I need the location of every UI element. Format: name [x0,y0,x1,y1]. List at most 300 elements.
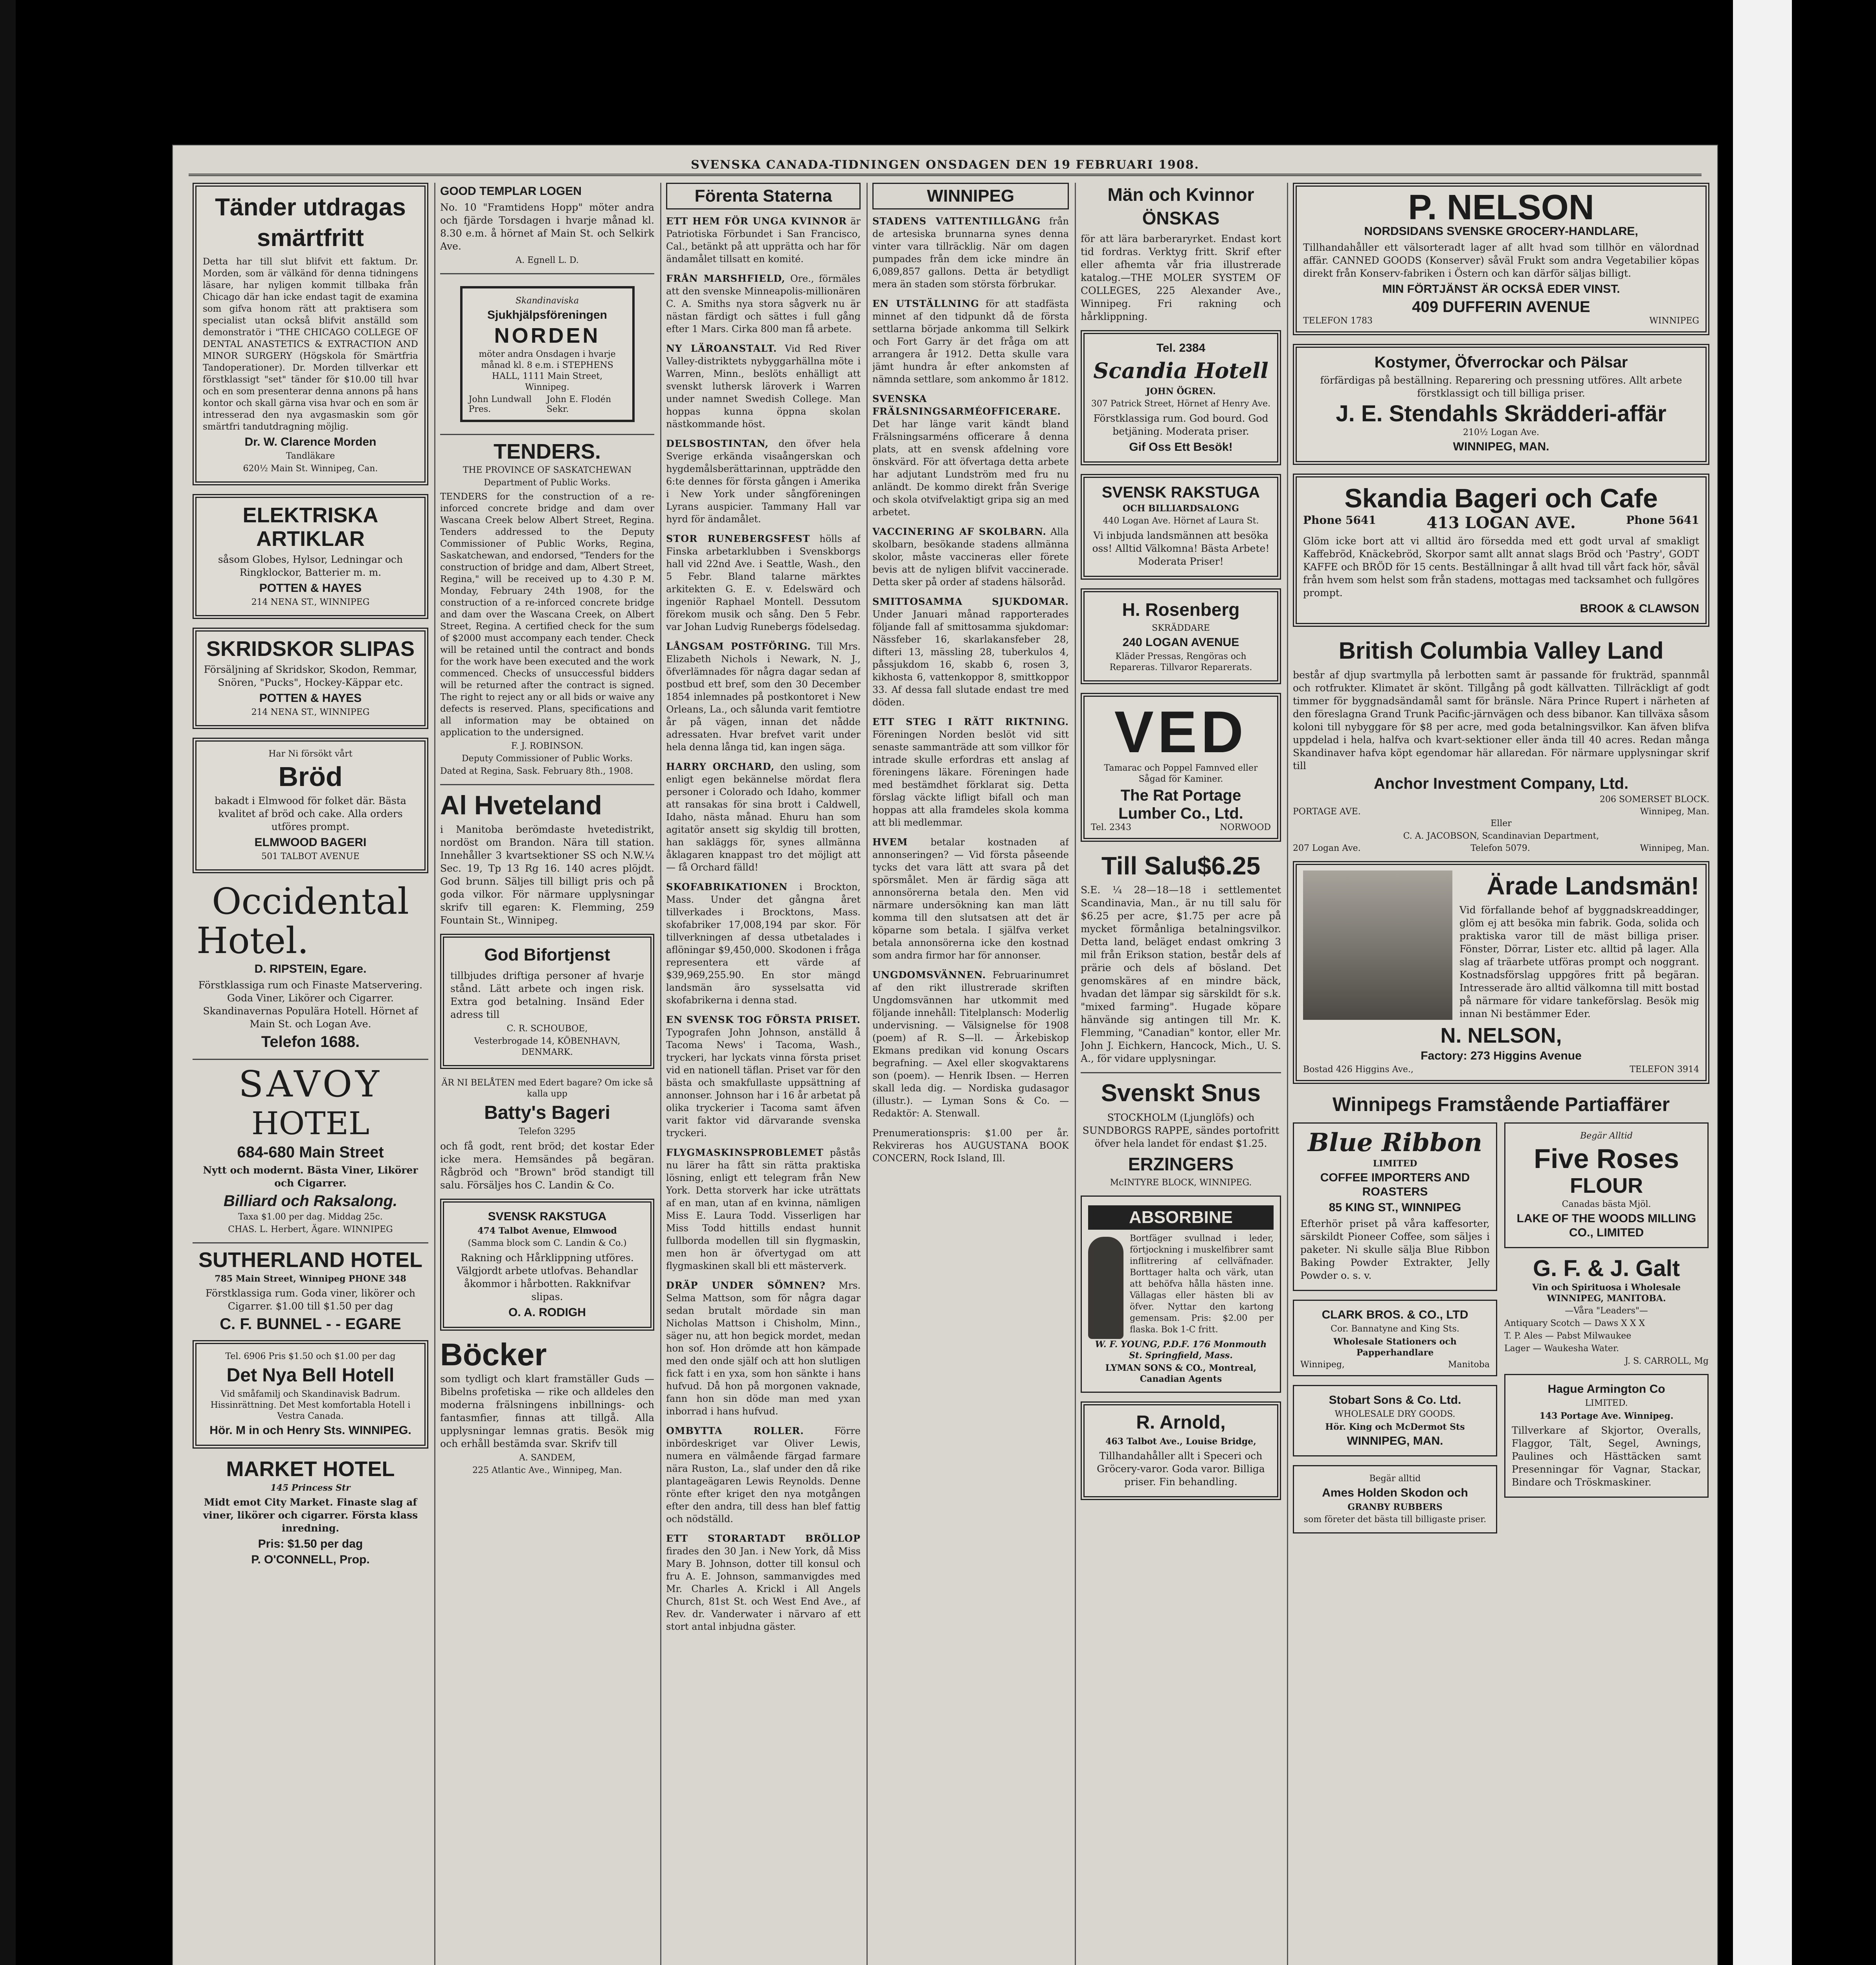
ad-text: bakadt i Elmwood för folket där. Bästa kvalitet af bröd och cake. Alla orders utföres prompt. [215,795,406,832]
notice-title: TENDERS. [493,440,601,463]
article [666,215,861,265]
ad-title: Kostymer, Öfverrockar och Pälsar [1374,354,1628,371]
scan-edge-left [0,0,16,1965]
ad-firm: N. NELSON, [1440,1024,1562,1047]
notice-sign: A. Egnell L. D. [516,255,579,265]
article-lead: ETT STORARTADT BRÖLLOP [666,1533,861,1544]
ad-firm: J. E. Stendahls Skrädderi-affär [1336,401,1667,426]
ad-title: SKRIDSKOR SLIPAS [206,637,415,661]
ad-text: Midt emot City Market. Finaste slag af viner, likörer och cigarrer. Första klass inredning. [203,1497,418,1534]
ad-phone: Tel. 6906 Pris $1.50 och $1.00 per dag [225,1352,396,1361]
ad-title: Ärade Landsmän! [1487,872,1699,900]
ad-absorbine [1081,1196,1281,1393]
ad-subtitle: WHOLESALE DRY GOODS. [1334,1409,1456,1419]
ad-title-2: HOTEL [251,1105,370,1142]
article-text: Förre inbördeskriget var Oliver Lewis, numera en välmående färgad farmare nära Ruston, La., slaf under den då rike plantageägaren Lewis Reynolds. Denne rönte efter kriget den nya motgången efter den andra, till dess han blef fattig och nödställd. [666,1425,861,1524]
ad-text: för att lära barberaryrket. Endast kort tid fordras. Verktyg fritt. Skrif efter eller afhemta vår fria illustrerade katalog.—THE MOLER SYSTEM OF COLLEGES, 225 Alexander Ave., Winnipeg. Fri rakning och hårklippning. [1081,233,1281,322]
ad-title: NORDEN [494,324,600,347]
ad-address: Vesterbrogade 14, KÖBENHAVN, DENMARK. [474,1036,620,1057]
ad-text: Tamarac och Poppel Famnved eller Sågad för Kaminer. [1104,763,1258,784]
ad-tag: Billiard och Raksalong. [223,1192,398,1210]
ad-subtitle: Cor. Bannatyne and King Sts. [1331,1324,1459,1334]
ad-text: Rakning och Hårklippning utföres. Välgjordt arbete utlofvas. Behandlar åkommor i hårbotten. Rakknifvar slipas. [456,1252,638,1302]
article-list [872,215,1069,1164]
ad-title: Män och Kvinnor ÖNSKAS [1107,184,1254,228]
ad-stendahl [1293,344,1709,465]
article [666,640,861,753]
ad-city: WINNIPEG, MAN. [1347,1434,1443,1447]
article-lead: NY LÄROANSTALT. [666,343,777,354]
ad-address: 240 LOGAN AVENUE [1122,636,1239,649]
ad-text: möter andra Onsdagen i hvarje månad kl. 8 e.m. i STEPHENS HALL, 1111 Main Street, Winnipeg. [479,349,616,392]
ad-address: Bostad 426 Higgins Ave., [1303,1065,1414,1074]
ad-occidental [193,882,428,1051]
notice-text: TENDERS for the construction of a re-inforced concrete bridge and dam over Wascana Creek below Albert Street, Regina. Tenders addressed to the Deputy Commissioner of Public Works, Regina, Saskatchewan, and endorsed, "Tenders for the construction of bridge and dam, Albert Street, Regina," will be received up to 4.30 P. M. Monday, February 24th 1908, for the construction of a re-inforced concrete bridge and dam over the Wascana Creek, on Albert Street, Regina. A certified check for the sum of $2000 must accompany each tender. Check will be retained until the contract and bonds for the work have been executed and the work commenced. Checks of unsuccessful bidders will be returned after the contract is signed. The right to reject any or all bids or waive any defects is reserved. Plans, specifications and all information may be obtained on application to the undersigned. [440,492,654,738]
ad-city: WINNIPEG [1649,316,1699,326]
ad-title: P. NELSON [1408,188,1594,227]
ad-owner: CHAS. L. Herbert, Ägare. WINNIPEG [228,1225,393,1234]
ad-text: som företer det bästa till billigaste priser. [1303,1515,1487,1524]
ad-factory: Factory: 273 Higgins Avenue [1421,1049,1582,1062]
ad-lead: —Våra "Leaders"— [1565,1306,1648,1316]
article-lead: DELSBOSTINTAN, [666,438,769,449]
column-3 [666,183,861,1965]
ad-address: Hör. M in och Henry Sts. WINNIPEG. [209,1424,411,1437]
divider [440,784,654,785]
ad-till-salu [1081,850,1281,1065]
ad-text: Försäljning af Skridskor, Skodon, Remmar, Snören, "Pucks", Hockey-Käppar etc. [204,664,417,688]
ad-phone: TELEFON 1783 [1303,316,1373,326]
ad-title: MARKET HOTEL [226,1457,395,1481]
ad-text: Bortfäger svullnad i leder, förtjockning i muskelfibrer samt inflitrering af cellväfnader. Borttager halta och värk, utan att behöfva hålla hästen inne. Vällagas eller hästen bli av öfver. Nyttar den kartong gemensam. Pris: $2.00 per flaska. Bok 1-C fritt. [1130,1234,1274,1335]
ad-title: Till Salu$6.25 [1101,852,1261,880]
ad-owner: P. O'CONNELL, Prop. [251,1553,370,1566]
wholesale-col-left [1293,1122,1497,1542]
ad-province: Manitoba [1448,1360,1490,1370]
ad-title: Scandia Hotell [1093,358,1268,383]
article-text: Februarinumret af den rikt illustrerade skriften Ungdomsvännen har utkommit med följande innehåll: Titelplansch: Moderlig undervisning. — Välsignelse för 1908 (poem) af R. S—ll. — Ärkebiskop Ekmans predikan vid konung Oscars begrafning. — Axel eller skogvaktarens son (poem). — Henrik Ibsen. — Herren skall leda dig. — Nordiska gudasagor (illustr.). — Lyman Sons & Co. — Redaktör: A. Stenwall. [872,970,1069,1119]
ad-title: Stobart Sons & Co. Ltd. [1329,1394,1461,1407]
article-text: för att stadfästa minnet af den tidpunkt då de första settlarna började ankomma till Selkirk och Fort Garry är det fråga om att arrangera år 1912. Detta skulle vara jämt hundra år efter ankomsten af nämnda settlare, som ankommo år 1812. [872,298,1069,385]
ad-title: Ames Holden Skodon och [1322,1486,1468,1499]
article-text: den öfver hela Sverige erkända visaångerskan och hygdemålsberättarinnan, uppträdde den 6:te dennes för första gången i Amerika i New York under sångföreningen Lyrans auspicier. Tammany Hall var hyrd för ändamålet. [666,438,861,525]
ad-blue-ribbon [1293,1122,1497,1291]
ad-text: består af djup svartmylla på lerbotten samt är passande för frukträd, spannmål och rotfrukter. Klimatet är skönt. Tillgång på godt källvatten. Tillräckligt af godt timmer för byggnadsändamål samt för bränsle. Nära Prince Rupert i närheten af den föreslagna Grand Trunk Pacific-järnvägen och dess bibanor. Kan tillväxa såsom koloni till nybyggare för $8 per acre, med goda betalningsvilkor. Kan äfven blifva uppdelad i hela, halfva och kvart-sektioner eller ända till 40 acres. Redan många Skandinaver hafva köpt egendomar här allaredan. För närmare upplysningar skrif till [1293,669,1709,771]
ad-rakstuga-logan [1081,474,1281,580]
article-lead: SKOFABRIKATIONEN [666,881,788,893]
ad-elektriska [193,494,428,619]
article-text: Mrs. Selma Mattson, som för några dagar sedan brutalt mördade sin man Nicholas Mattson i Chisholm, Minn., säger nu, att hon begick mordet, medan hon sof. Hon drömde att hon kämpade med den onde själf och att hon slutligen fick fatt i en yxa, som hon sänkte i hans hufvud. Då hon på morgonen vaknade, fann hon sin döde man med yxan inborrad i hans hufvud. [666,1280,861,1417]
column-5 [1081,183,1281,1965]
notice-sign: F. J. ROBINSON. [511,741,584,751]
ad-title: SUTHERLAND HOTEL [198,1248,422,1272]
ad-item: Lager — Waukesha Water. [1504,1344,1619,1353]
article [872,716,1069,829]
ad-text: Vid förfallande behof af byggnadskreaddinger, glöm ej att besöka min fabrik. Goda, solida och praktiska varor till de mäst billiga priser. Fönster, Dörrar, Lister etc. alltid på lager. Alla slag af träarbete utföras prompt och noggrant. Kostnadsförslag uppgöres fritt på begäran. Intresserade äro alltid välkomna till mitt bostad på närmare för vidare tankeförslag. Besök mig innan Ni bestämmer Eder. [1459,904,1699,1019]
ad-address: Hör. King och McDermot Sts [1325,1422,1465,1432]
ad-savoy [193,1065,428,1235]
ad-tander [193,183,428,485]
divider [440,434,654,435]
article-text: påstås nu lärer ha fått sin rätta praktiska lösning, enligt ett telegram från New York. Detta storverk har icke uträttats af en man, utan af en kvinna, nämligen Miss E. Laura Todd. Visserligen har Miss Todd hittills endast hunnit fullborda modellen till sin flygmaskin, men hon är öfvertygad om att flygmaskinen skall bli ett mästerverk. [666,1147,861,1271]
ad-address: 620½ Main St. Winnipeg, Can. [243,464,378,474]
ad-text: som tydligt och klart framställer Guds — Bibelns profetiska — rike och alldeles den moderna frälsningens inbillnings- och fantasmfier, finnas att tillgå. Alla upplysningar lemnas gratis. Besök mig och erhåll bestämda svar. Skrifv till [440,1373,654,1449]
article-text: i Brockton, Mass. Under det gångna året tillverkades i Brocktons, Mass. skofabriker 17,008,194 par skor. För tillverkningen af dessa utbetalades i aflöningar $9,450,000. Skodonen i fråga representera ett värde af $39,969,255.90. En stor mängd landsmän äro sysselsatta vid skofabrikerna i denna stad. [666,881,861,1006]
article [666,1279,861,1418]
ad-address: 463 Talbot Ave., Louise Bridge, [1105,1436,1256,1447]
ad-firm: LAKE OF THE WOODS MILLING CO., LIMITED [1516,1212,1696,1239]
notice-dept: Department of Public Works. [484,478,611,488]
ad-line [1293,843,1709,853]
ad-tag: Gif Oss Ett Besök! [1129,441,1233,454]
article-text: den usling, som enligt egen bekännelse mördat flera personer i Colorado och Idaho, kommer att ransakas för sina brott i Caldwell, Idaho, nästa månad. Ehuru han som agitatör ansett sig skyldig till brotten, han sakläggs för, synes allmänna åklagaren knappast tro det möjligt att — få Orchard fälld! [666,761,861,873]
ad-rakstuga-elmwood [440,1199,654,1331]
ad-question: ÄR NI BELÅTEN med Edert bagare? Om icke så kalla upp [441,1078,653,1099]
ad-item: T. P. Ales — Pabst Milwaukee [1504,1331,1632,1341]
ad-address: 474 Talbot Avenue, Elmwood [477,1226,617,1236]
ad-firm: Anchor Investment Company, Ltd. [1373,775,1629,792]
ad-owner: O. A. RODIGH [508,1306,586,1319]
ad-title: Blue Ribbon [1307,1128,1483,1157]
ad-title: ABSORBINE [1088,1205,1274,1230]
ad-owner: JOHN ÖGREN. [1146,386,1216,397]
ad-agent: LYMAN SONS & CO., Montreal, Canadian Agents [1105,1363,1257,1384]
ad-skridskor [193,628,428,729]
ad-firm: BROOK & CLAWSON [1580,602,1699,615]
ad-title: Hague Armington Co [1547,1383,1665,1396]
ad-sub: Tandläkare [286,451,335,461]
ad-footer [1303,1065,1699,1074]
ad-text: i Manitoba berömdaste hvetedistrikt, nordöst om Brandon. Nära till station. Innehåller 3 kvartsektioner SS och N.W.¼ Sec. 19, Tp 13 Rg 16. 140 acres plöjdt. God brunn. Säljes till billigt pris och på goda vilkor. För närmare upplysningar skrifv till egaren: K. Flemming, 259 Fountain St., Winnipeg. [440,824,654,926]
ad-text: Förstklassiga rum. God bourd. God betjäning. Moderata priser. [1093,413,1268,437]
ad-top: Begär Alltid [1580,1131,1633,1141]
ad-title: ELEKTRISKA ARTIKLAR [242,503,378,551]
article-lead: EN UTSTÄLLNING [872,298,979,309]
ad-phone: TELEFON 3914 [1630,1065,1699,1074]
ad-phone: Telefon 3295 [519,1127,576,1137]
article-lead: ETT HEM FÖR UNGA KVINNOR [666,215,847,227]
notice-sign-title: Deputy Commissioner of Public Works. [462,754,633,764]
ad-p-nelson [1293,183,1709,335]
ad-secretary: John E. Flodén Sekr. [546,395,611,414]
ad-address: 143 Portage Ave. Winnipeg. [1539,1411,1674,1421]
article [666,1425,861,1525]
ad-title: SVENSK RAKSTUGA [1101,484,1260,501]
article [666,533,861,633]
article-lead: UNGDOMSVÄNNEN. [872,969,986,981]
column-rule [434,183,435,1965]
article [666,272,861,335]
ad-phone-2: Phone 5641 [1626,514,1699,527]
ad-galt [1504,1257,1709,1367]
article [666,1532,861,1633]
scan-margin-strip [1733,0,1792,1965]
article-text: Föreningen Norden beslöt vid sitt senaste sammanträde att som villkor för intrade skulle erfordras ett anslag af föreningens läkare. Föreningen hade med bestämdhet förklarat sig. Detta förslag väckte lifligt bifall och man hoppas att alla framdeles skola komma att bli medlemmar. [872,729,1069,828]
ad-market-hotel [193,1457,428,1567]
ad-firm: ERZINGERS [1128,1154,1234,1174]
article-lead: FRÅN MARSHFIELD, [666,273,786,284]
ad-address: 225 Atlantic Ave., Winnipeg, Man. [472,1465,622,1475]
ad-city: Winnipeg, Man. [1640,807,1709,817]
ad-address: 413 LOGAN AVE. [1426,514,1576,532]
ad-text: såsom Globes, Hylsor, Ledningar och Ringklockor, Batterier m. m. [218,554,403,578]
ad-limited: LIMITED [1373,1159,1417,1169]
ad-firm: ELMWOOD BAGERI [254,836,367,849]
article [872,298,1069,386]
ad-address: 440 Logan Ave. Hörnet af Laura St. [1103,516,1259,526]
article-text: betalar kostnaden af annonseringen? — Vid första påseende tycks det vara lätt att svara på det spörsmålet. Men är färdig säga att annonsörerna betala den. Men vid närmare undersökning kan man lätt komma till den slutsatsen att det är köparne som betala. I själfva verket betala annonsörerna icke den kostnad som andra firmor har för annonser. [872,837,1069,961]
article-text: Det har länge varit kändt bland Frälsningsarméns officerare å denna plats, att en svensk afdelning vore önskvärd. För att öfvertaga detta arbete har adjutant Lundström med fru nu anländt. De kommo direkt från Sverige och skola otvifvelaktigt gripa sig an med arbetet. [872,419,1069,518]
ad-title: Det Nya Bell Hotell [226,1365,395,1386]
ad-city: WINNIPEG, MAN. [1453,440,1549,453]
ad-title: Al Hveteland [440,790,602,820]
ad-footer [1303,316,1699,326]
article-lead: DRÄP UNDER SÖMNEN? [666,1280,826,1291]
ad-footer [1300,1360,1490,1370]
article [666,760,861,874]
ad-batty [440,1078,654,1192]
article-lead: STOR RUNEBERGSFEST [666,533,810,544]
ad-stobart [1293,1385,1497,1456]
ad-firm: The Rat Portage Lumber Co., Ltd. [1118,787,1243,822]
column-rule [1287,183,1288,1965]
ad-bifortjenst [440,934,654,1069]
ad-text: tillbjudes driftiga personer af hvarje stånd. Lätt arbete och ingen risk. Extra god betalning. Insänd Eder adress till [450,970,644,1020]
article [872,595,1069,709]
ad-phone: Tel. 2384 [1156,342,1206,354]
article [872,836,1069,962]
ad-title: British Columbia Valley Land [1338,637,1664,664]
ad-maker: W. F. YOUNG, P.D.F. 176 Monmouth St. Springfield, Mass. [1095,1339,1267,1361]
ad-firm: POTTEN & HAYES [259,582,362,595]
ad-n-nelson [1293,861,1709,1084]
ad-sign: J. S. CARROLL, Mg [1625,1356,1709,1366]
ad-svenskt-snus [1081,1078,1281,1188]
ad-president: John Lundwall Pres. [468,395,532,414]
notice-text: No. 10 "Framtidens Hopp" möter andra och fjärde Torsdagen i hvarje månad kl. 8.30 e.m. å hörnet af Main St. och Selkirk Ave. [440,202,654,252]
ad-ames-holden [1293,1465,1497,1533]
ad-man-och-kvinnor [1081,183,1281,323]
ad-subtitle: OCH BILLIARDSALONG [1122,503,1239,514]
article-text: Alla skolbarn, besökande stadens allmänna skolor, måste vaccineras eller förete bevis att de nyligen blifvit vaccinerade. Detta sker på order af stadens hälsoråd. [872,526,1069,588]
masthead: SVENSKA CANADA-TIDNINGEN ONSDAGEN DEN 19 FEBRUARI 1908. [189,156,1702,176]
article-text: Prenumerationspris: $1.00 per år. Rekvireras hos AUGUSTANA BOOK CONCERN, Rock Island, Ill. [872,1128,1069,1164]
ad-address: 145 Princess Str [270,1483,351,1493]
article [872,393,1069,518]
ad-text: Detta har till slut blifvit ett faktum. Dr. Morden, som är välkänd för denna tidningens läsare, har nyligen kommit tillbaka från Chicago där han icke endast tagit de examina som gifva honom rätt att praktisera som specialist utan också blifvit anställd som demonstratör i "THE CHICAGO COLLEGE OF DENTAL ANASTETICS & EXTRACTION AND MINOR SURGERY (Högskola för Smärtfria Tandoperationer). Dr. Morden tillverkar ett förstklassigt "set" tänder för $10.00 till hvar och en som presenterar denna annons på hans kontor och skall gärna visa hvar och en som är intresserad den nya avgasmaskin som gör smärtfri tandutdragning möjlig. [203,257,418,432]
ad-price: Pris: $1.50 per dag [258,1537,363,1550]
ad-title: CLARK BROS. & CO., LTD [1322,1308,1468,1321]
article [872,525,1069,588]
ad-rosenberg [1081,588,1281,684]
section-heading: Förenta Staterna [666,183,861,209]
article-text: firades den 30 Jan. i New York, då Miss Mary B. Johnson, dotter till konsul och fru A. E. Johnson, sammanvigdes med Mr. Charles A. Krickl i All Angels Church, 81st St. och West End Ave., af Rev. dr. Vanderwater i närvaro af ett stort antal inbjudna gäster. [666,1546,861,1632]
ad-hveteland [440,790,654,927]
ad-bell-hotell [193,1340,428,1449]
ad-address: 409 DUFFERIN AVENUE [1412,298,1590,316]
ad-arnold [1081,1401,1281,1500]
column-rule [660,183,661,1965]
article-text: Ore., förmäles att den svenske Minneapolis-millionären C. A. Smiths nya stora sågverk nu är nästan färdigt och sättes i full gång efter 1 Mars. Cirka 800 man få arbete. [666,273,861,334]
column-2 [440,183,654,1965]
ad-address: 785 Main Street, Winnipeg PHONE 348 [215,1274,406,1284]
ad-address: 214 NENA ST., WINNIPEG [251,707,370,717]
article-list [666,215,861,1633]
ad-address: 684-680 Main Street [237,1144,384,1161]
article-lead: EN SVENSK TOG FÖRSTA PRISET. [666,1014,861,1025]
ad-brod [193,738,428,873]
ad-name: Sjukhjälpsföreningen [487,309,608,321]
ad-title: VED [1114,699,1248,765]
ad-location: NORWOOD [1220,823,1271,832]
divider [1081,1072,1281,1073]
divider [440,273,654,274]
ad-title: Svenskt Snus [1101,1080,1261,1107]
article-text: Vid Red River Valley-distriktets nybyggarhällna möte i Warren, Minn., beslöts enhälligt att svenskt luthersk läroverk i Warren under namnet Swedish College. Man hoppas kunna öppna skolan nästkommande höst. [666,343,861,430]
column-4 [872,183,1069,1965]
article-lead: OMBYTTA ROLLER. [666,1425,804,1436]
ad-subtitle: SKRÄDDARE [1152,623,1210,633]
ad-address: McINTYRE BLOCK, WINNIPEG. [1110,1178,1252,1188]
ad-contact: C. A. JACOBSON, Scandinavian Department, [1403,831,1599,841]
ad-owner: C. F. BUNNEL - - EGARE [220,1315,401,1333]
column-rule [1075,183,1076,1965]
wholesale-grid [1293,1122,1709,1542]
ad-title: Tänder utdragas smärtfritt [215,194,406,252]
ad-firm: POTTEN & HAYES [259,692,362,705]
bottle-icon [1088,1237,1123,1339]
ad-text: förfärdigas på beställning. Reparering och pressning utföres. Allt arbete förstklassigt och till billiga priser. [1320,375,1682,399]
ad-title: R. Arnold, [1136,1412,1226,1433]
ad-subtitle: Vin och Spirituosa i Wholesale WINNIPEG, MANITOBA. [1532,1282,1681,1304]
ad-footer [1091,823,1271,832]
ad-title: Batty's Bageri [484,1102,610,1123]
ad-title-2: Hotel. [196,920,309,962]
article [872,1127,1069,1164]
article-lead: HVEM [872,836,908,848]
ad-ved [1081,693,1281,842]
ad-subtitle: NORDSIDANS SVENSKE GROCERY-HANDLARE, [1364,225,1638,238]
article-lead: FLYGMASKINSPROBLEMET [666,1147,824,1158]
ad-subtitle: LIMITED. [1585,1398,1628,1408]
ad-clark-bros [1293,1300,1497,1376]
article-text: är Patriotiska Förbundet i San Francisco, Cal., betänkt på att upprätta och har för ändamålet tillsatt en komité. [666,216,861,264]
ad-address: 210½ Logan Ave. [1463,428,1539,437]
ad-text: Efterhör priset på våra kaffesorter, särskildt Pioneer Coffee, som säljes i paketer. Ni skulle sälja Blue Ribbon Baking Powder Extrakter, Jelly Powder o. s. v. [1300,1218,1490,1281]
ad-text: Vid småfamilj och Skandinavisk Badrum. Hissinrättning. Det Mest komfortabla Hotell i Vestra Canada. [210,1389,411,1421]
ad-address: 206 SOMERSET BLOCK. [1599,795,1709,804]
section-heading: WINNIPEG [872,183,1069,209]
article [666,342,861,430]
ad-street: 207 Logan Ave. [1293,843,1361,853]
ad-text: Canadas bästa Mjöl. [1562,1199,1651,1209]
article [666,1146,861,1272]
ad-item: Antiquary Scotch — Daws X X X [1504,1319,1645,1328]
ad-text: Kläder Pressas, Rengöras och Repareras. Tillvaror Reparerats. [1109,652,1252,672]
article-lead: ETT STEG I RÄTT RIKTNING. [872,716,1069,727]
ad-text: och få godt, rent bröd; det kostar Eder icke mera. Hemsändes på begäran. Rågbröd och "Brown" bröd standigt till salu. Försäljes hos C. Landin & Co. [440,1140,654,1191]
ad-owner: D. RIPSTEIN, Egare. [254,962,367,975]
ad-address: 501 TALBOT AVENUE [261,852,360,861]
ad-subtitle: COFFEE IMPORTERS AND ROASTERS [1320,1171,1470,1198]
notice-tenders [440,440,654,777]
article [666,1014,861,1139]
ad-address: 214 NENA ST., WINNIPEG [251,597,370,607]
divider [193,1242,428,1243]
ad-text: Tillhandahåller allt i Speceri och Gröcery-varor. Goda varor. Billiga priser. Fin behandling. [1097,1450,1265,1488]
ad-title: G. F. & J. Galt [1533,1256,1680,1281]
ad-scandia-hotell [1081,330,1281,465]
ad-price: Taxa $1.00 per dag. Middag 25c. [238,1212,383,1222]
article-lead: STADENS VATTENTILLGÅNG [872,215,1041,227]
ad-address: 85 KING ST., WINNIPEG [1329,1201,1461,1214]
column-1 [193,183,428,1965]
ad-phone: Telefon 5079. [1470,843,1530,853]
article-lead: LÅNGSAM POSTFÖRING. [666,641,811,652]
ad-sign: Dr. W. Clarence Morden [244,435,376,448]
ad-phone: Phone 5641 [1303,514,1376,527]
article [666,437,861,525]
ad-text: Nytt och modernt. Bästa Viner, Likörer och Cigarrer. [203,1164,418,1189]
ad-city: Winnipeg, [1300,1360,1345,1370]
column-6 [1293,183,1709,1965]
ad-subtitle: FLOUR [1570,1174,1643,1197]
notice-title: GOOD TEMPLAR LOGEN [440,185,582,198]
ad-or: Eller [1491,819,1512,828]
ad-line [1293,807,1709,817]
ad-name: A. SANDEM, [519,1453,576,1463]
ad-text: STOCKHOLM (Ljunglöfs) och SUNDBORGS RAPPE, sändes portofritt öfver hela landet för endast $1.25. [1082,1112,1279,1149]
ad-phone: Tel. 2343 [1091,823,1131,832]
ad-subtitle: (Samma block som C. Landin & Co.) [468,1238,627,1248]
ad-address: 307 Patrick Street, Hörnet af Henry Ave. [1091,399,1271,409]
ad-title: H. Rosenberg [1122,599,1240,620]
article-lead: VACCINERING AF SKOLBARN. [872,526,1046,537]
ad-sutherland [193,1248,428,1333]
house-picture [1303,870,1452,1020]
notice-good-templar [440,184,654,266]
article [872,969,1069,1120]
ad-skandia-bageri [1293,474,1709,627]
article [872,215,1069,290]
ad-title: Böcker [440,1337,547,1372]
ad-top: Begär alltid [1369,1474,1421,1484]
notice-subtitle: THE PROVINCE OF SASKATCHEWAN [463,465,632,475]
ad-title: Bröd [278,761,343,792]
ad-title: SAVOY [239,1063,382,1105]
ad-title: Skandia Bageri och Cafe [1344,483,1658,513]
ad-contact [1303,514,1699,532]
ad-street: PORTAGE AVE. [1293,807,1361,817]
article-text: från de artesiska brunnarna synes denna vinter vara tillräcklig. När om dagen pumpades från dem icke mindre än 6,089,857 gallons. Detta är betydligt mera än staden som största förbrukar. [872,216,1069,290]
article-lead: SVENSKA FRÄLSNINGSARMÉOFFICERARE. [872,393,1061,417]
ad-bocker [440,1339,654,1476]
section-heading: Winnipegs Framstående Partiaffärer [1332,1093,1670,1115]
ad-text: Wholesale Stationers och Papperhandlare [1333,1337,1457,1358]
ad-text: Förstklassiga rum och Finaste Matservering. Goda Viner, Likörer och Cigarrer. Skandinavernas Populära Hotell. Hörnet af Main St. och Logan Ave. [198,979,423,1030]
article-lead: HARRY ORCHARD, [666,761,775,772]
ad-name: C. R. SCHOUBOE, [507,1024,588,1034]
ad-text: Förstklassiga rum. Goda viner, likörer och Cigarrer. $1.00 till $1.50 per dag [205,1287,416,1312]
ad-five-roses [1504,1122,1709,1248]
ad-subtitle: GRANBY RUBBERS [1347,1502,1443,1512]
ad-top: Skandinaviska [515,296,579,306]
ad-title: Five Roses [1534,1143,1679,1174]
ad-text: Tillverkare af Skjortor, Overalls, Flaggor, Tält, Segel, Awnings, Paulines och Hästtäcken samt Presenningar för Vagnar, Stackar, Bindare och Tröskmaskiner. [1512,1425,1701,1488]
ad-tag: MIN FÖRTJÄNST ÄR OCKSÅ EDER VINST. [1382,283,1620,296]
ad-text: Glöm icke bort att vi alltid äro försedda med ett godt urval af smakligt Kaffebröd, Knäckebröd, Skorpor samt allt annat slags Bröd och 'Pastry', GODT KAFFE och BRÖD för 15 cents. Beställningar å allt hvad till vårt fack hör, såväl från hvem som helst som från stadens, mottagas med tacksamhet och fullgöres prompt. [1303,535,1699,599]
ad-hague-armington [1504,1374,1709,1498]
